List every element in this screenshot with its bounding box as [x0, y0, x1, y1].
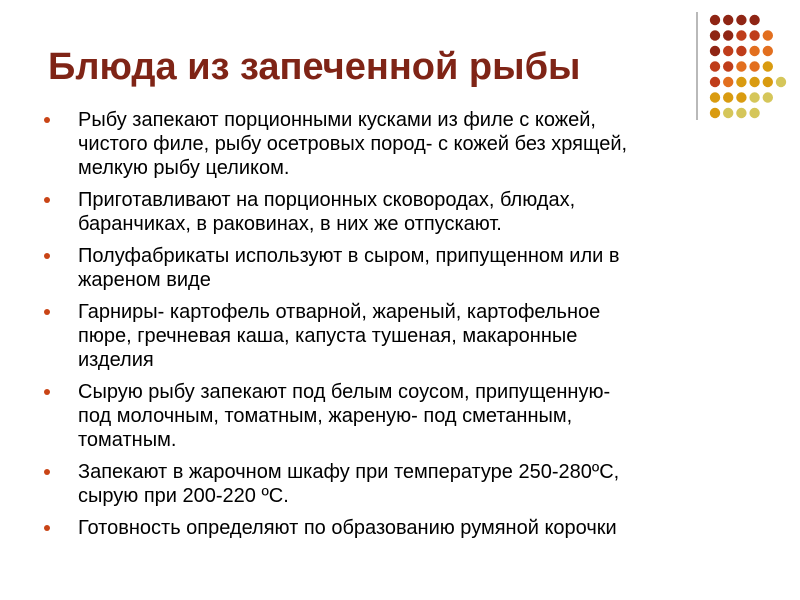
decorative-dot [736, 15, 746, 25]
bullet-line: Рыбу запекают порционными кусками из филе с кожей, [78, 109, 596, 131]
decorative-dot [723, 61, 733, 71]
bullet-line: Гарниры- картофель отварной, жареный, картофельное [78, 301, 601, 323]
bullet-item [43, 380, 759, 452]
bullet-line: Запекают в жарочном шкафу при температуре 250-280ºС, [78, 461, 620, 483]
bullet-text [78, 244, 759, 292]
decorative-dot [723, 77, 733, 87]
decorative-dot [736, 77, 746, 87]
bullet-dot-icon [44, 117, 50, 123]
bullet-line: изделия [78, 349, 154, 371]
bullet-item [43, 108, 759, 180]
decorative-dot [710, 30, 720, 40]
decorative-dot [710, 15, 720, 25]
decorative-dot [723, 15, 733, 25]
bullet-dot-icon [44, 389, 50, 395]
slide-title: Блюда из запеченной рыбы [48, 46, 581, 88]
decorative-dot [736, 92, 746, 102]
bullet-dot-icon [44, 253, 50, 259]
bullet-line: Сырую рыбу запекают под белым соусом, припущенную- [78, 381, 611, 403]
decorative-dot [736, 46, 746, 56]
bullet-item [43, 516, 759, 540]
decorative-dot [723, 30, 733, 40]
vertical-divider-line [696, 12, 698, 120]
bullet-line: под молочным, томатным, жареную- под сметанным, [78, 405, 573, 427]
decorative-dot [749, 77, 759, 87]
bullet-line: сырую при 200-220 ºС. [78, 485, 289, 507]
bullet-line: баранчиках, в раковинах, в них же отпускают. [78, 213, 502, 235]
bullet-dot-icon [44, 525, 50, 531]
bullet-line: Готовность определяют по образованию румяной корочки [78, 517, 617, 539]
bullet-line: чистого филе, рыбу осетровых пород- с кожей без хрящей, [78, 133, 628, 155]
bullet-text [78, 380, 759, 452]
bullet-item [43, 460, 759, 508]
decorative-dot [710, 61, 720, 71]
decorative-dot [749, 30, 759, 40]
bullet-dot-icon [44, 469, 50, 475]
bullet-item [43, 300, 759, 372]
bullet-text [78, 516, 759, 540]
decorative-dot [749, 92, 759, 102]
decorative-dot [763, 61, 773, 71]
decorative-dot [736, 61, 746, 71]
decorative-dot [763, 46, 773, 56]
bullet-text [78, 108, 759, 180]
decorative-dot [763, 77, 773, 87]
bullet-line: Приготавливают на порционных сковородах, блюдах, [78, 189, 576, 211]
bullet-line: жареном виде [78, 269, 211, 291]
bullet-line: томатным. [78, 429, 177, 451]
bullet-text [78, 188, 759, 236]
bullet-text [78, 300, 759, 372]
bullet-item [43, 244, 759, 292]
decorative-dot [710, 77, 720, 87]
decorative-dot [723, 46, 733, 56]
bullet-line: мелкую рыбу целиком. [78, 157, 290, 179]
decorative-dot [749, 46, 759, 56]
decorative-dot [749, 61, 759, 71]
bullet-line: пюре, гречневая каша, капуста тушеная, макаронные [78, 325, 578, 347]
decorative-dot [763, 30, 773, 40]
bullet-list [43, 108, 759, 548]
bullet-dot-icon [44, 197, 50, 203]
decorative-dot [776, 77, 786, 87]
decorative-dot [710, 46, 720, 56]
decorative-dot [723, 92, 733, 102]
decorative-dot [710, 92, 720, 102]
decorative-dot [736, 30, 746, 40]
bullet-line: Полуфабрикаты используют в сыром, припущенном или в [78, 245, 620, 267]
bullet-item [43, 188, 759, 236]
bullet-text [78, 460, 759, 508]
decorative-dot [749, 15, 759, 25]
decorative-dot [763, 92, 773, 102]
bullet-dot-icon [44, 309, 50, 315]
